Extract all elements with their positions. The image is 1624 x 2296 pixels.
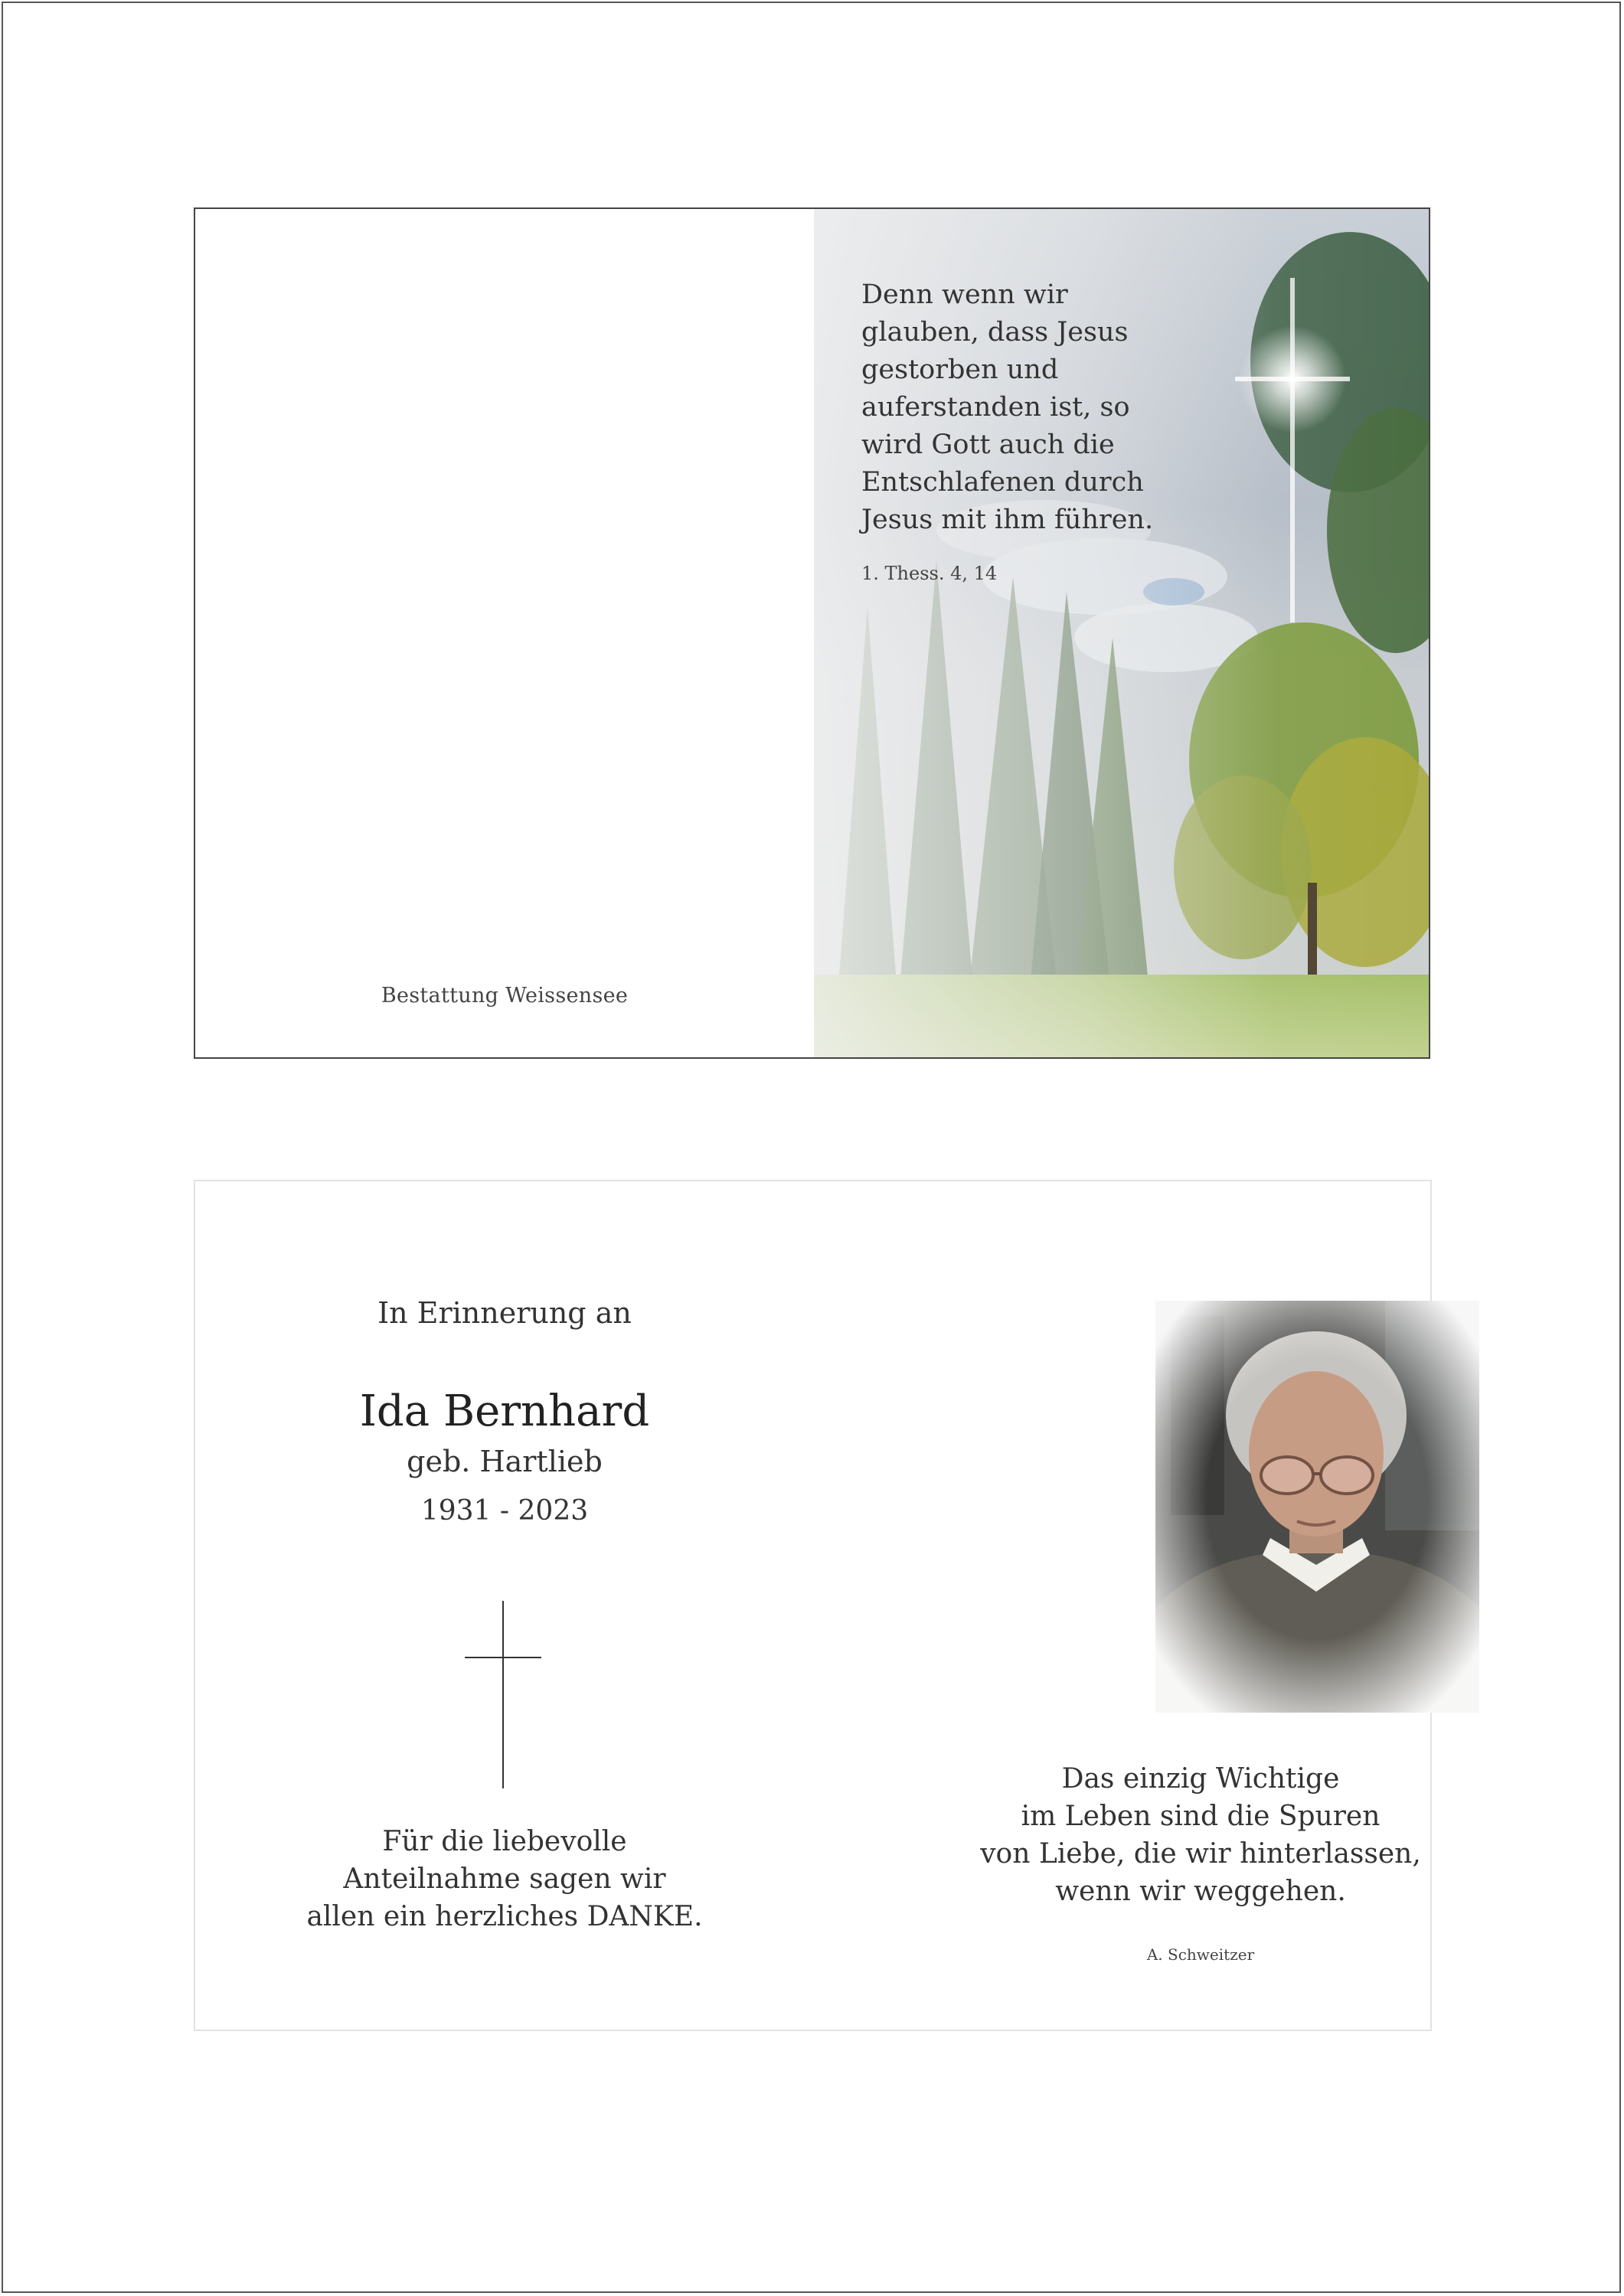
life-years: 1931 - 2023 [420, 1495, 589, 1527]
deceased-name: Ida Bernhard [359, 1386, 650, 1436]
quote-line: von Liebe, die wir hinterlassen, [980, 1838, 1421, 1870]
back-panel [195, 209, 814, 1057]
inner-right-panel [814, 1181, 1430, 2030]
verse-line: Jesus mit ihm führen. [861, 505, 1154, 535]
verse-line: glauben, dass Jesus [861, 317, 1129, 348]
quote-line: wenn wir weggehen. [1055, 1876, 1346, 1907]
memorial-quote [814, 1760, 1587, 1910]
quote-author: A. Schweitzer [1146, 1945, 1255, 1964]
thanks-line: Für die liebevolle [382, 1826, 627, 1857]
verse-line: Denn wenn wir [861, 279, 1068, 310]
thanks-line: Anteilnahme sagen wir [343, 1863, 666, 1895]
quote-line: Das einzig Wichtige [1061, 1763, 1340, 1795]
front-panel [814, 209, 1429, 1057]
verse-line: gestorben und [861, 354, 1059, 385]
verse-line: Entschlafenen durch [861, 467, 1144, 498]
verse-line: auferstanden ist, so [861, 392, 1130, 423]
thanks-message [195, 1823, 814, 1935]
verse-line: wird Gott auch die [861, 429, 1115, 460]
inner-card [194, 1180, 1432, 2031]
cross-icon [465, 1601, 541, 1788]
bible-verse [861, 276, 1183, 539]
portrait-photo [1155, 1301, 1479, 1713]
inner-left-panel [195, 1181, 814, 2030]
thanks-line: allen ein herzliches DANKE. [306, 1901, 703, 1932]
outer-card [194, 207, 1430, 1059]
maiden-name: geb. Hartlieb [407, 1445, 603, 1478]
verse-reference: 1. Thess. 4, 14 [861, 563, 998, 584]
quote-line: im Leben sind die Spuren [1021, 1801, 1381, 1832]
funeral-home-name: Bestattung Weissensee [381, 984, 629, 1008]
memory-intro: In Erinnerung an [377, 1296, 632, 1330]
